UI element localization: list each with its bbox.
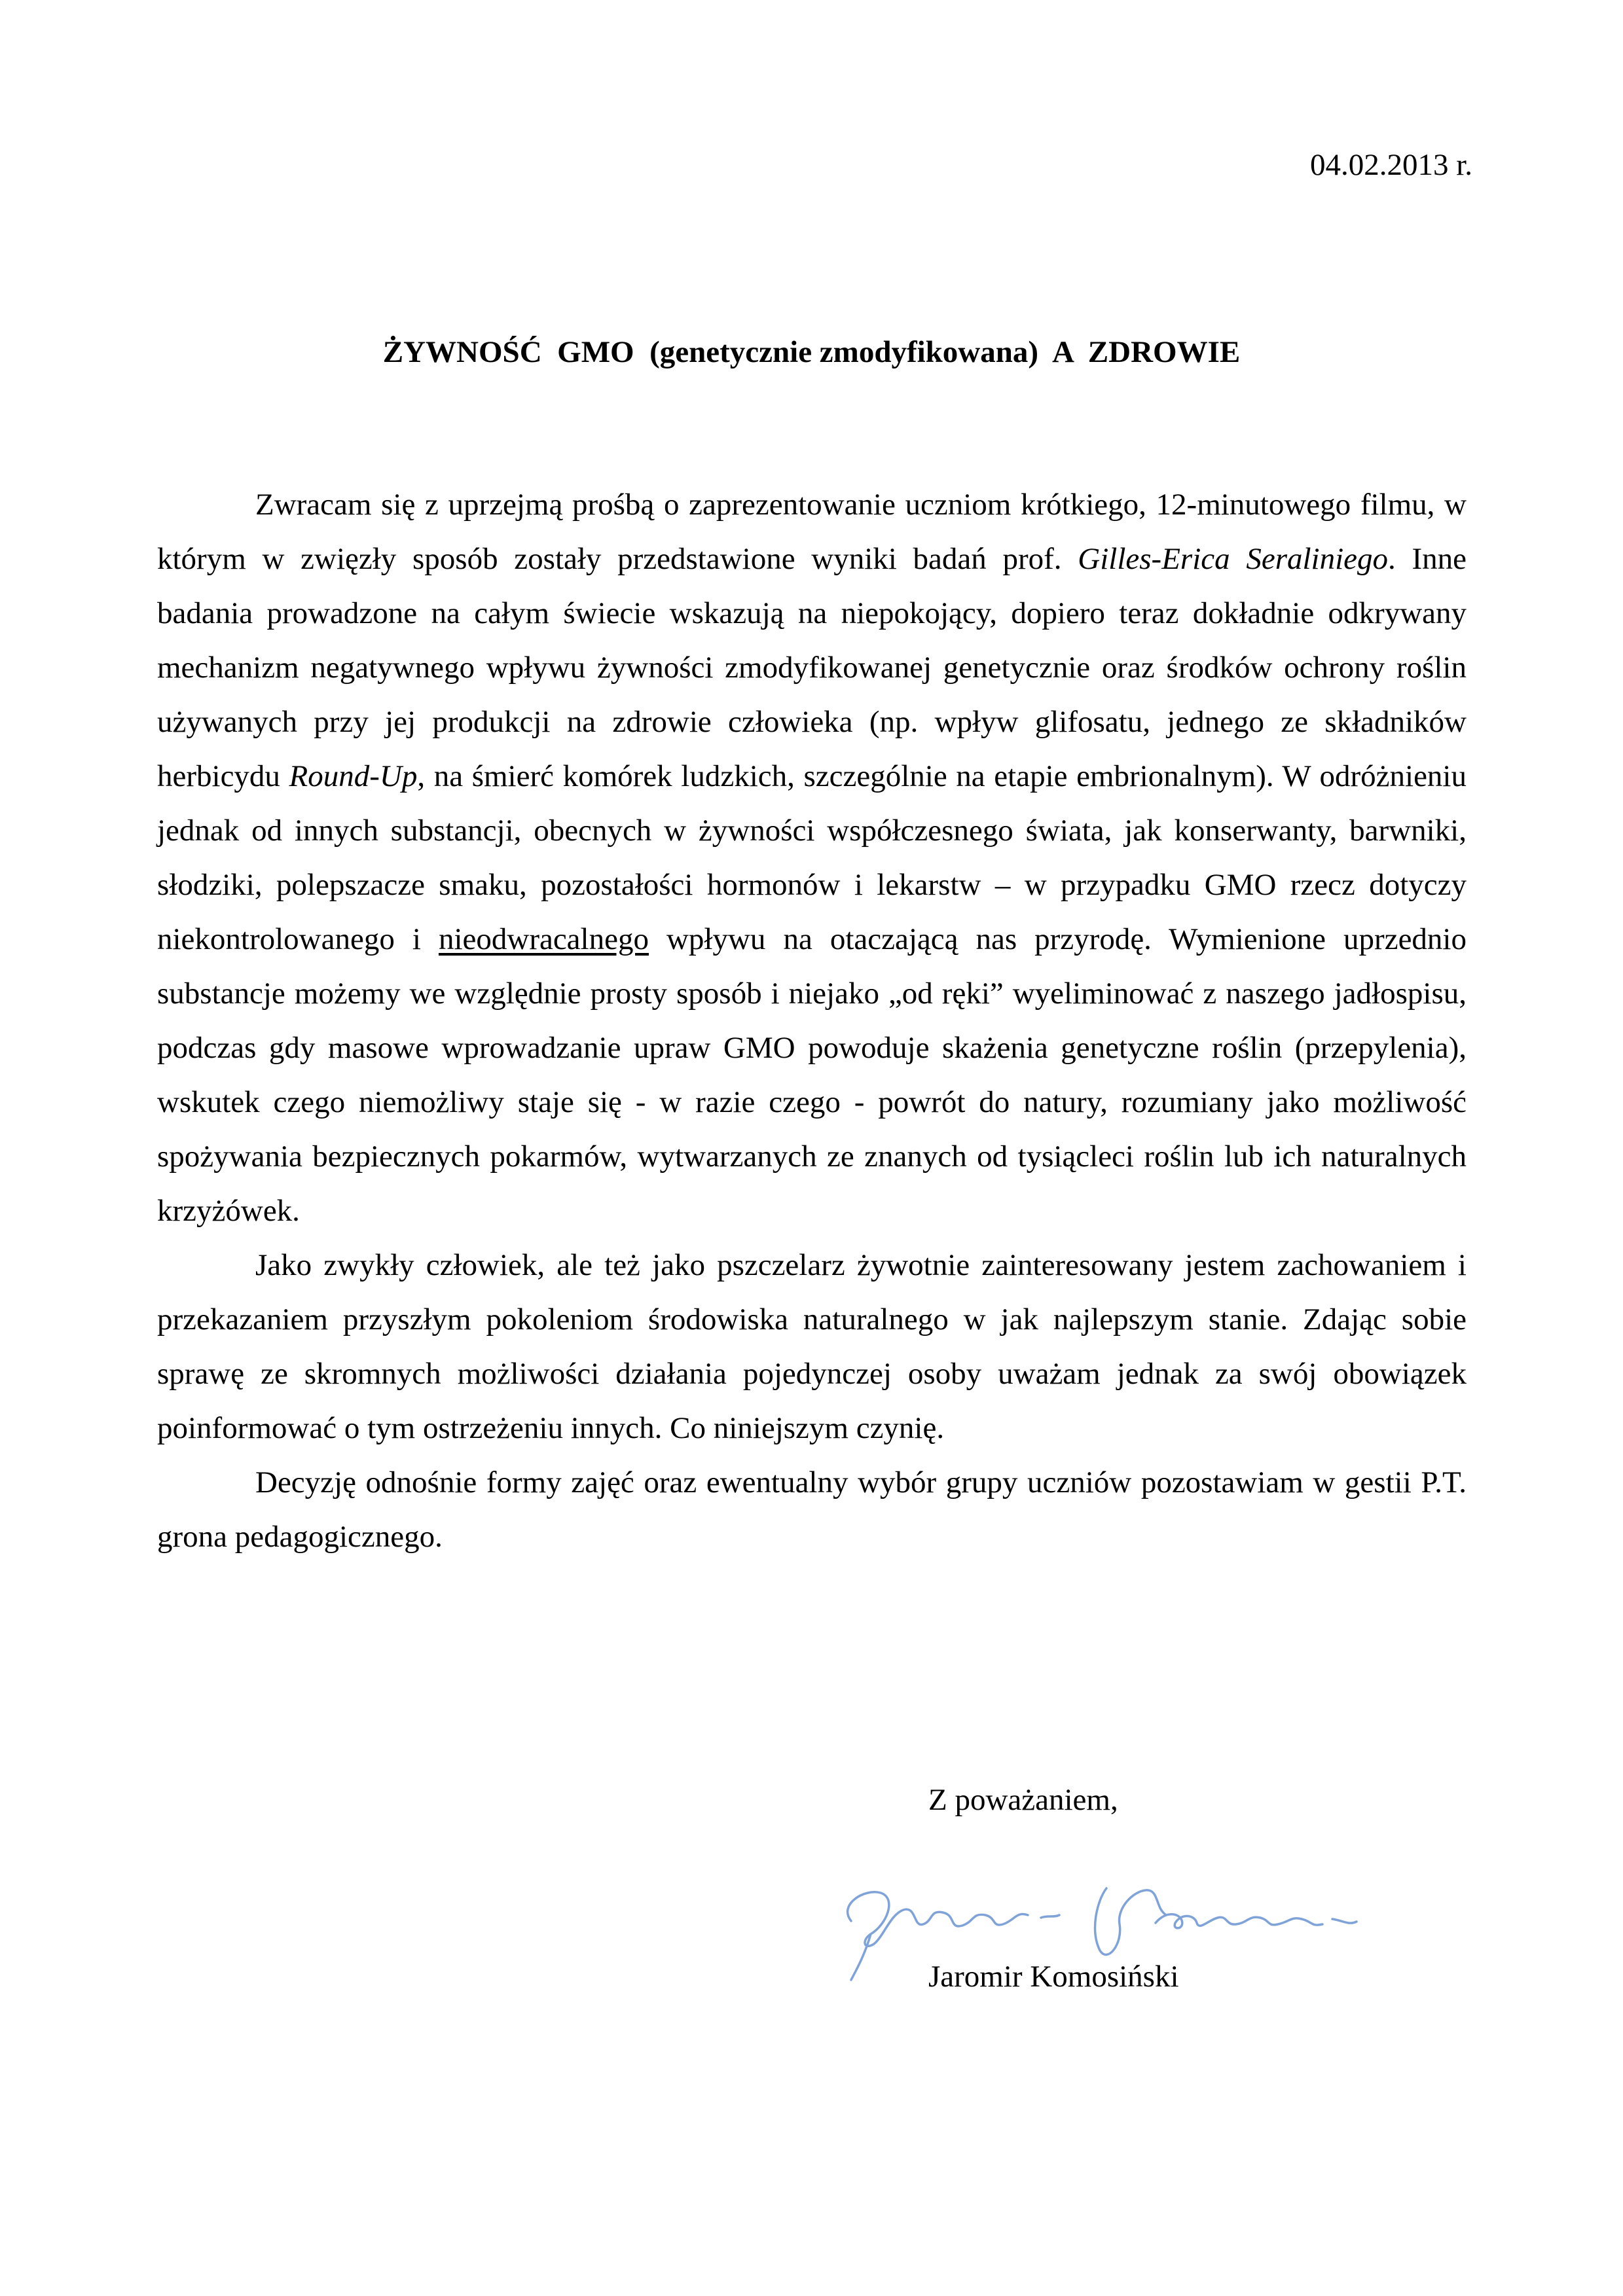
paragraph-1 [157, 478, 1467, 1238]
paragraph-1-part-3: , na śmierć komórek ludzkich, szczególnie na etapie embrionalnym). W odróżnieniu jednak od innych substancji, obecnych w żywności współczesnego świata, jak konserwanty, barwniki, słodziki, polepszacze smaku, pozostałości hormonów i lekarstw – w przypadku GMO rzecz dotyczy niekontrolowanego i [157, 759, 1467, 956]
paragraph-1-italic-product: Round-Up [289, 759, 418, 793]
paragraph-1-part-4: wpływu na otaczającą nas przyrodę. Wymienione uprzednio substancje możemy we względnie prosty sposób i niejako „od ręki” wyeliminować z naszego jadłospisu, podczas gdy masowe wprowadzanie upraw GMO powoduje skażenia genetyczne roślin (przepylenia), wskutek czego niemożliwy staje się - w razie czego - powrót do natury, rozumiany jako możliwość spożywania bezpiecznych pokarmów, wytwarzanych ze znanych od tysiącleci roślin lub ich naturalnych krzyżówek. [157, 922, 1467, 1228]
paragraph-2: Jako zwykły człowiek, ale też jako pszczelarz żywotnie zainteresowany jestem zachowaniem i przekazaniem przyszłym pokoleniom środowiska naturalnego w jak najlepszym stanie. Zdając sobie sprawę ze skromnych możliwości działania pojedynczej osoby uważam jednak za swój obowiązek poinformować o tym ostrzeżeniu innych. Co niniejszym czynię. [157, 1248, 1467, 1445]
paragraph-1-part-2: . Inne badania prowadzone na całym świecie wskazują na niepokojący, dopiero teraz dokładnie odkrywany mechanizm negatywnego wpływu żywności zmodyfikowanej genetycznie oraz środków ochrony roślin używanych przy jej produkcji na zdrowie człowieka (np. wpływ glifosatu, jednego ze składników herbicydu [157, 542, 1467, 793]
paragraph-3: Decyzję odnośnie formy zajęć oraz ewentualny wybór grupy uczniów pozostawiam w gestii P.T. grona pedagogicznego. [157, 1465, 1467, 1554]
letter-body [157, 478, 1467, 1564]
paragraph-1-italic-name: Gilles-Erica Seraliniego [1078, 542, 1389, 576]
paragraph-1-underlined-word: nieodwracalnego [438, 922, 649, 956]
letter-title: ŻYWNOŚĆ GMO (genetycznie zmodyfikowana) A ZDROWIE [382, 335, 1241, 369]
letter-date: 04.02.2013 r. [1309, 148, 1472, 182]
paragraph-1-part-1: Zwracam się z uprzejmą prośbą o zaprezentowanie uczniom krótkiego, 12-minutowego filmu, w którym w zwięzły sposób zostały przedstawione wyniki badań prof. [157, 488, 1467, 576]
signer-name: Jaromir Komosiński [928, 1960, 1179, 1994]
closing-phrase: Z poważaniem, [928, 1783, 1118, 1817]
